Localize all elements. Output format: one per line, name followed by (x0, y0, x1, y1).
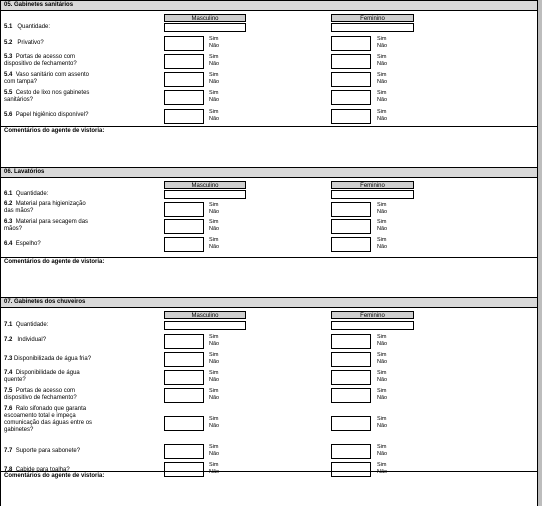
answer-box-female[interactable] (331, 109, 371, 124)
answer-box-male[interactable] (164, 72, 204, 87)
option-nao: Não (377, 43, 388, 49)
answer-box-female[interactable] (331, 352, 371, 367)
answer-box-male[interactable] (164, 352, 204, 367)
section-07-title: 07. Gabinetes dos chuveiros (1, 298, 537, 308)
option-nao: Não (377, 423, 388, 429)
option-sim: Sim (209, 237, 219, 243)
option-sim: Sim (377, 416, 387, 422)
answer-box-male[interactable] (164, 202, 204, 217)
comments-label: Comentários do agente de vistoria: (4, 473, 105, 479)
comments-label: Comentários do agente de vistoria: (4, 128, 105, 134)
option-sim: Sim (209, 109, 219, 115)
answer-box-female[interactable] (331, 202, 371, 217)
question-5-5: 5.5 Cesto de lixo nos gabinetes sanitários? (4, 90, 90, 103)
option-nao: Não (209, 341, 220, 347)
answer-box-male[interactable] (164, 54, 204, 69)
quantity-female-input[interactable] (331, 190, 414, 199)
option-nao: Não (209, 395, 220, 401)
question-7-6: 7.6 Ralo sifonado que garanta escoamento total e impeça comunicação das águas entre os gabinetes? (4, 406, 93, 433)
option-nao: Não (377, 359, 388, 365)
answer-box-male[interactable] (164, 444, 204, 459)
question-6-4: 6.4 Espelho? (4, 241, 41, 247)
option-sim: Sim (209, 219, 219, 225)
option-nao: Não (377, 79, 388, 85)
question-5-6: 5.6 Papel higiênico disponível? (4, 112, 89, 118)
section-06-title: 06. Lavatórios (1, 168, 537, 178)
answer-box-female[interactable] (331, 36, 371, 51)
option-nao: Não (209, 423, 220, 429)
option-nao: Não (209, 469, 220, 475)
question-7-1: 7.1 Quantidade: (4, 322, 49, 328)
option-sim: Sim (209, 416, 219, 422)
question-5-2: 5.2 Privativo? (4, 40, 44, 46)
option-nao: Não (377, 451, 388, 457)
option-sim: Sim (209, 370, 219, 376)
female-header: Feminino (331, 14, 414, 22)
answer-box-male[interactable] (164, 90, 204, 105)
answer-box-female[interactable] (331, 72, 371, 87)
option-nao: Não (209, 61, 220, 67)
answer-box-female[interactable] (331, 444, 371, 459)
quantity-female-input[interactable] (331, 321, 414, 330)
quantity-male-input[interactable] (164, 321, 246, 330)
option-nao: Não (209, 359, 220, 365)
option-nao: Não (377, 61, 388, 67)
question-7-5: 7.5 Portas de acesso com dispositivo de fechamento? (4, 388, 77, 401)
section-07-rows (1, 308, 537, 475)
option-sim: Sim (377, 370, 387, 376)
option-sim: Sim (209, 72, 219, 78)
option-sim: Sim (377, 90, 387, 96)
option-sim: Sim (377, 462, 387, 468)
answer-box-female[interactable] (331, 388, 371, 403)
section-05 (1, 0, 537, 131)
option-nao: Não (209, 226, 220, 232)
option-nao: Não (209, 451, 220, 457)
comments-label: Comentários do agente de vistoria: (4, 259, 105, 265)
answer-box-female[interactable] (331, 416, 371, 431)
option-sim: Sim (209, 444, 219, 450)
male-header: Masculino (164, 181, 246, 189)
answer-box-female[interactable] (331, 237, 371, 252)
male-header: Masculino (164, 14, 246, 22)
vertical-scrollbar[interactable] (538, 0, 542, 506)
question-7-3: 7.3 Disponibilizada de água fria? (4, 356, 92, 362)
option-nao: Não (377, 341, 388, 347)
option-sim: Sim (377, 388, 387, 394)
option-sim: Sim (377, 444, 387, 450)
answer-box-male[interactable] (164, 388, 204, 403)
section-05-rows (1, 11, 537, 131)
option-nao: Não (209, 209, 220, 215)
section-05-title: 05. Gabinetes sanitários (1, 1, 537, 11)
option-nao: Não (209, 377, 220, 383)
question-5-4: 5.4 Vaso sanitário com assento com tampa? (4, 72, 89, 85)
female-header: Feminino (331, 181, 414, 189)
comments-section-07[interactable] (1, 471, 537, 507)
answer-box-male[interactable] (164, 109, 204, 124)
option-sim: Sim (377, 334, 387, 340)
option-sim: Sim (209, 388, 219, 394)
option-nao: Não (377, 226, 388, 232)
option-sim: Sim (377, 352, 387, 358)
option-nao: Não (209, 97, 220, 103)
section-06-rows (1, 178, 537, 257)
answer-box-female[interactable] (331, 334, 371, 349)
question-7-7: 7.7 Suporte para sabonete? (4, 448, 81, 454)
answer-box-male[interactable] (164, 36, 204, 51)
option-nao: Não (377, 244, 388, 250)
option-sim: Sim (377, 36, 387, 42)
option-nao: Não (377, 209, 388, 215)
option-sim: Sim (209, 462, 219, 468)
question-6-1: 6.1 Quantidade: (4, 191, 49, 197)
option-nao: Não (377, 377, 388, 383)
option-nao: Não (209, 116, 220, 122)
option-sim: Sim (209, 202, 219, 208)
question-6-3: 6.3 Material para secagem das mãos? (4, 219, 89, 232)
question-5-1: 5.1 Quantidade: (4, 24, 51, 30)
option-sim: Sim (209, 36, 219, 42)
answer-box-female[interactable] (331, 370, 371, 385)
option-sim: Sim (209, 352, 219, 358)
quantity-male-input[interactable] (164, 23, 246, 32)
option-sim: Sim (209, 54, 219, 60)
male-header: Masculino (164, 311, 246, 319)
question-5-3: 5.3 Portas de acesso com dispositivo de fechamento? (4, 54, 77, 67)
question-7-8: 7.8 Cabide para toalha? (4, 467, 70, 473)
comments-section-06[interactable] (1, 257, 537, 296)
question-7-2: 7.2 Individual? (4, 337, 47, 343)
option-sim: Sim (377, 72, 387, 78)
option-nao: Não (377, 116, 388, 122)
answer-box-female[interactable] (331, 219, 371, 234)
option-sim: Sim (209, 334, 219, 340)
answer-box-male[interactable] (164, 370, 204, 385)
option-sim: Sim (377, 219, 387, 225)
answer-box-male[interactable] (164, 334, 204, 349)
answer-box-female[interactable] (331, 54, 371, 69)
option-sim: Sim (377, 109, 387, 115)
option-nao: Não (377, 395, 388, 401)
option-nao: Não (377, 97, 388, 103)
comments-section-05[interactable] (1, 126, 537, 165)
option-sim: Sim (209, 90, 219, 96)
answer-box-female[interactable] (331, 90, 371, 105)
quantity-female-input[interactable] (331, 23, 414, 32)
answer-box-male[interactable] (164, 237, 204, 252)
female-header: Feminino (331, 311, 414, 319)
question-7-4: 7.4 Disponibilidade de água quente? (4, 370, 80, 383)
question-6-2: 6.2 Material para higienização das mãos? (4, 201, 86, 214)
option-nao: Não (209, 79, 220, 85)
option-nao: Não (377, 469, 388, 475)
answer-box-male[interactable] (164, 416, 204, 431)
option-sim: Sim (377, 202, 387, 208)
option-nao: Não (209, 244, 220, 250)
option-sim: Sim (377, 237, 387, 243)
option-nao: Não (209, 43, 220, 49)
section-07 (1, 297, 537, 475)
quantity-male-input[interactable] (164, 190, 246, 199)
option-sim: Sim (377, 54, 387, 60)
answer-box-male[interactable] (164, 219, 204, 234)
section-06 (1, 167, 537, 257)
